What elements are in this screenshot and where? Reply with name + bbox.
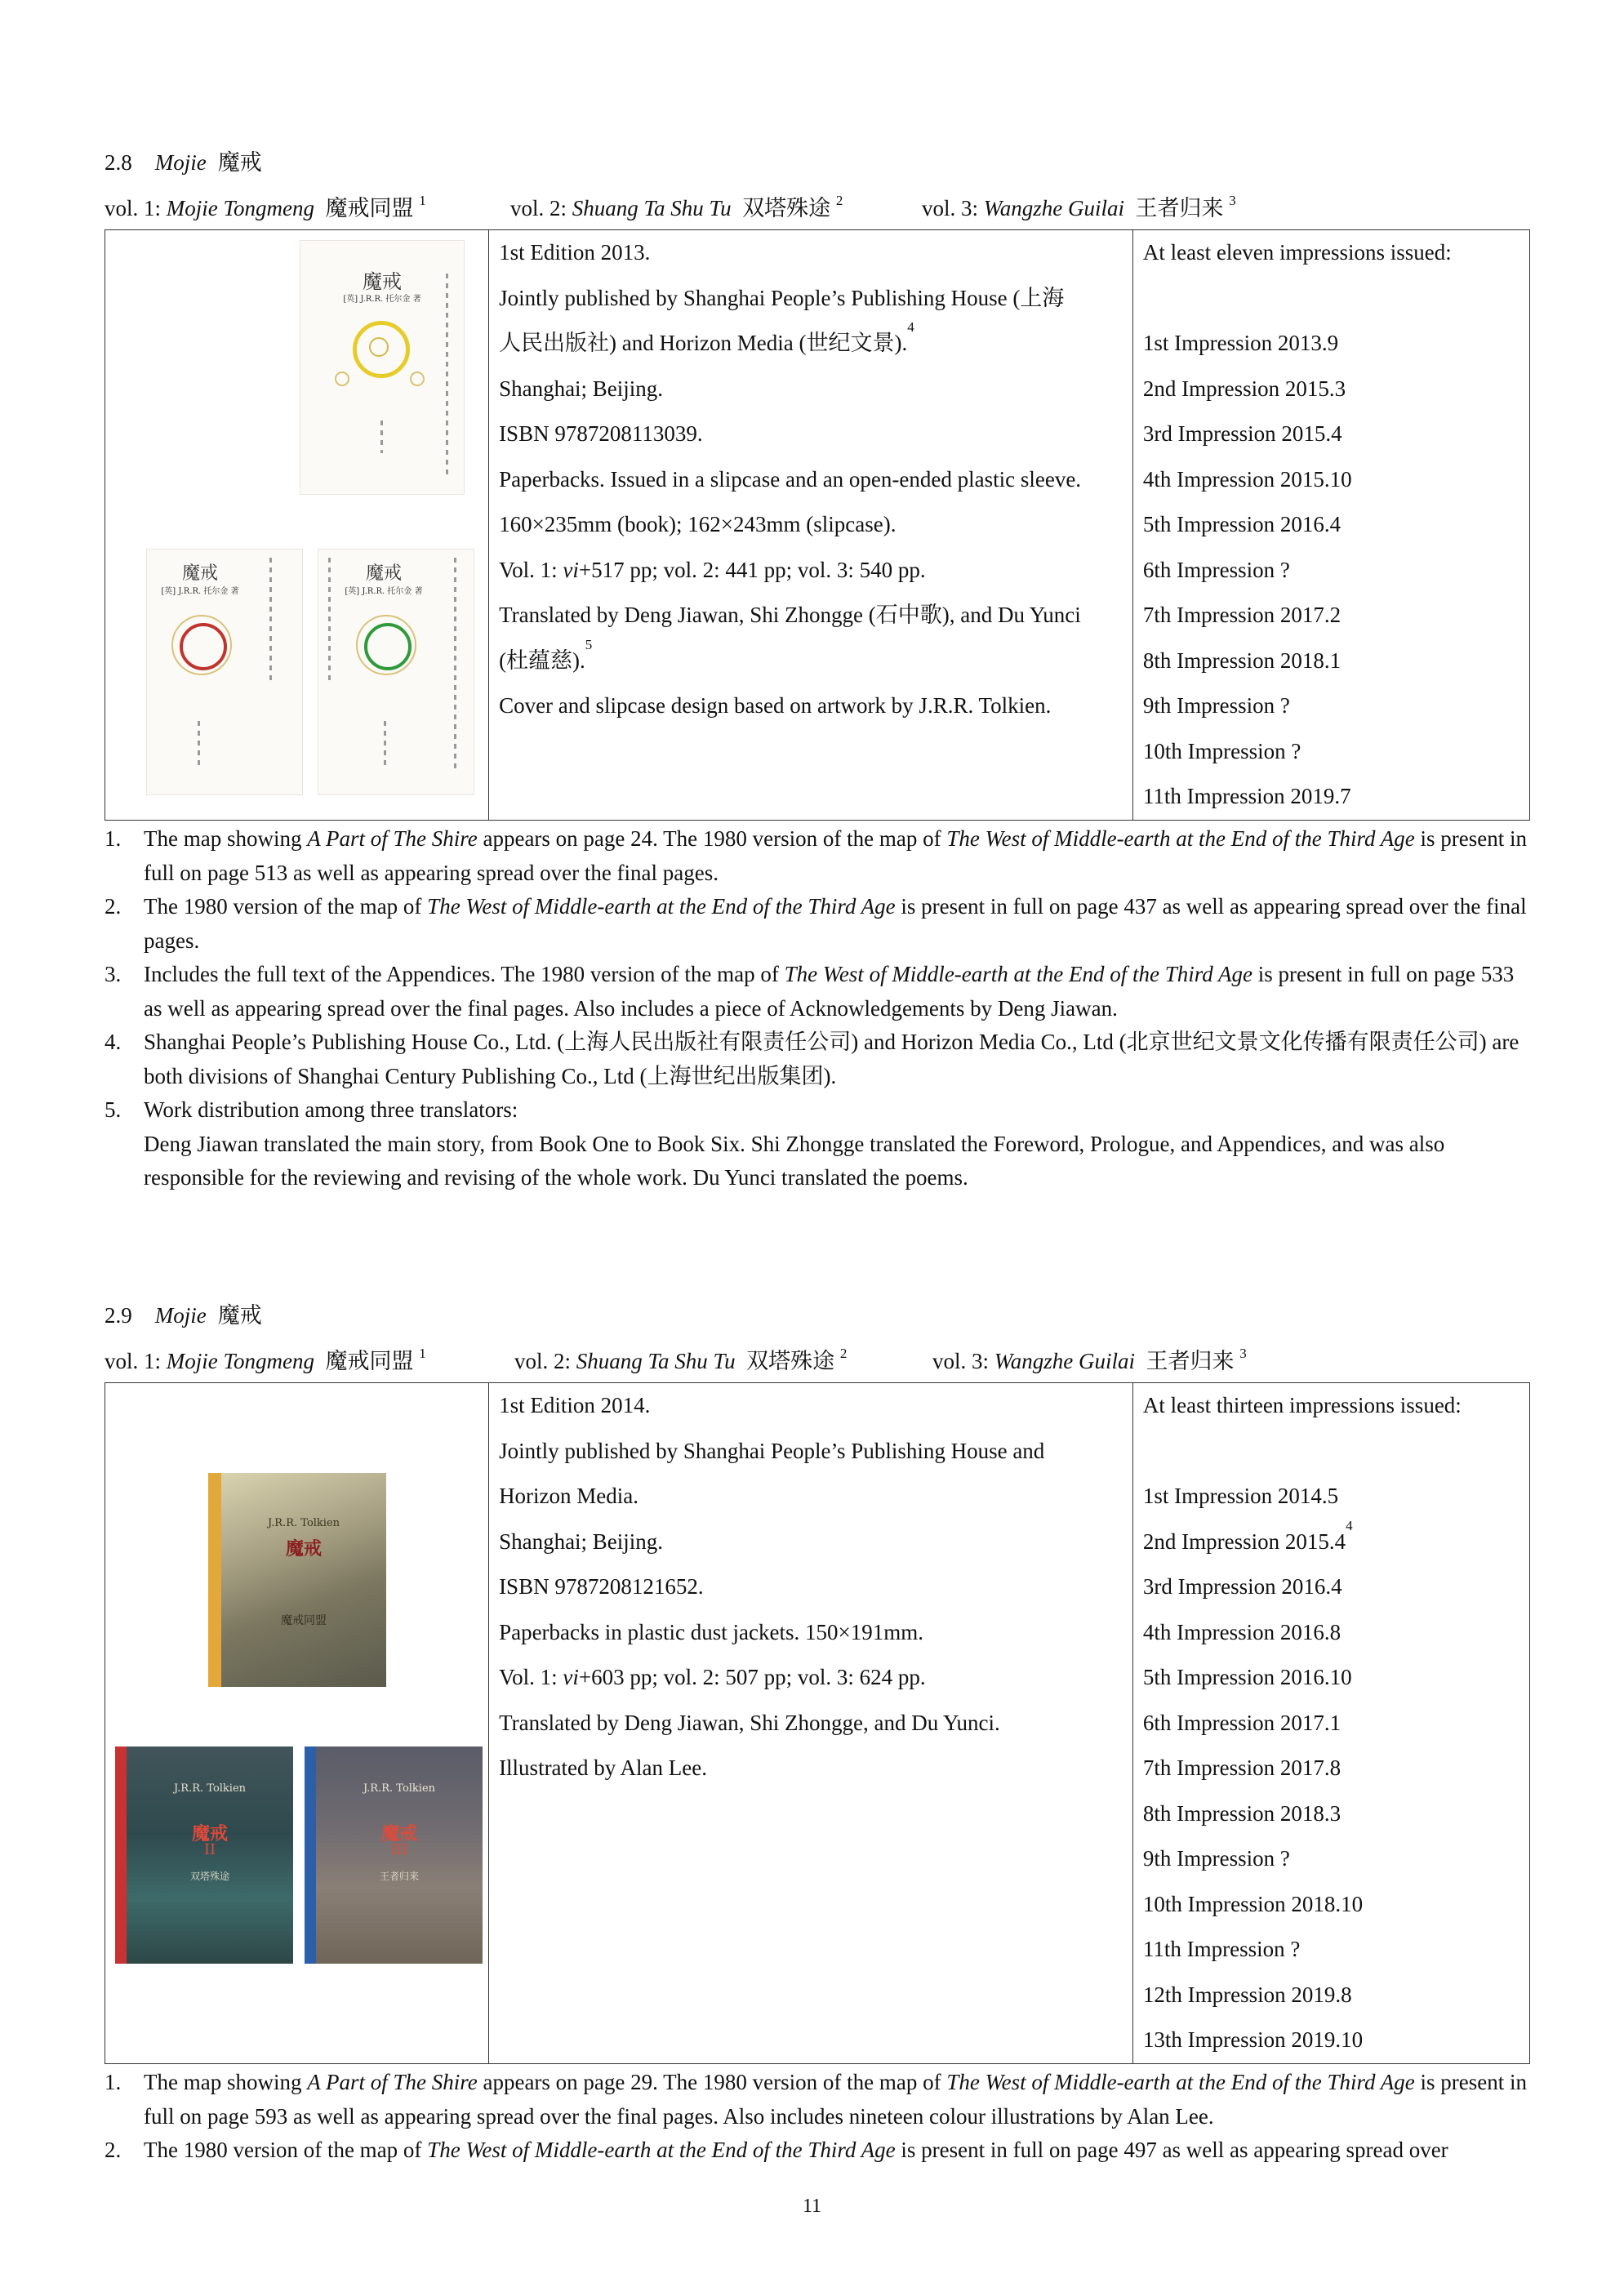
cover-author: J.R.R. Tolkien <box>173 1782 247 1795</box>
info-line: 160×235mm (book); 162×243mm (slipcase). <box>499 512 897 536</box>
book-cover-vol3 <box>305 1746 483 1964</box>
footnote: 1. The map showing A Part of The Shire appears on page 24. The 1980 version of the map of The West of Middle-earth at the End of the Third Age is present in full on page 513 as well as appearing spread over the final pages. <box>105 826 1528 885</box>
impression-item: 8th Impression 2018.1 <box>1142 647 1341 673</box>
impression-item: 4th Impression 2016.8 <box>1142 1619 1341 1644</box>
volume-list <box>105 194 1236 222</box>
section-heading <box>105 149 262 176</box>
cover-spine-text <box>384 721 386 770</box>
cover-author: [英] J.R.R. 托尔金 著 <box>161 587 239 596</box>
footnote: 3. Includes the full text of the Appendices. The 1980 version of the map of The West of Middle-earth at the End of the Third Age is present in full on page 533 as well as appearing spread over the final pages. Also includes a piece of Acknowledgements by Deng Jiawan. <box>105 962 1515 1021</box>
impressions-cell <box>1132 230 1529 821</box>
info-line: Jointly published by Shanghai People’s Publishing House (上海 <box>499 285 1065 310</box>
info-line: Shanghai; Beijing. <box>499 376 664 401</box>
info-line: Translated by Deng Jiawan, Shi Zhongge (石中歌), and Du Yunci <box>499 603 1081 627</box>
ring-emblem-gold <box>171 615 232 675</box>
impression-item: 9th Impression ? <box>1142 693 1290 718</box>
volume-3: vol. 3: Wangzhe Guilai 王者归来 $^3$ <box>932 1346 1247 1373</box>
footnote: 4. Shanghai People’s Publishing House Co., Ltd. (上海人民出版社有限责任公司) and Horizon Media Co., Ltd (北京世纪文景文化传播有限责任公司) are both divisions of Shanghai Century Publishing Co., Ltd (上海世纪出版集团). <box>105 1030 1519 1088</box>
info-line: Shanghai; Beijing. <box>499 1528 664 1554</box>
cover-numeral: II <box>203 1841 216 1858</box>
section-title-latin: Mojie <box>154 150 207 175</box>
cover-title: 魔戒 <box>181 563 218 584</box>
book-cover-vol1 <box>208 1473 386 1687</box>
cover-spine-text <box>380 420 383 453</box>
section-title-zh: 魔戒 <box>217 1303 262 1328</box>
page-number: 11 <box>802 2196 822 2217</box>
info-line: Vol. 1: vi+517 pp; vol. 2: 441 pp; vol. 3: 540 pp. <box>499 557 926 582</box>
volume-3: vol. 3: Wangzhe Guilai 王者归来 $^3$ <box>922 193 1236 220</box>
impression-item: 7th Impression 2017.2 <box>1142 603 1341 627</box>
impression-item: 1st Impression 2013.9 <box>1142 331 1339 355</box>
impression-item: 5th Impression 2016.10 <box>1142 1665 1352 1689</box>
info-line: Translated by Deng Jiawan, Shi Zhongge, and Du Yunci. <box>499 1710 1000 1735</box>
info-line: Paperbacks. Issued in a slipcase and an open-ended plastic sleeve. <box>499 466 1082 492</box>
edition-table <box>105 229 1530 821</box>
section-title-zh: 魔戒 <box>217 150 262 175</box>
ring-emblem-dot-left <box>335 372 349 386</box>
cover-side-text <box>269 558 272 680</box>
footnote-ref: 4 <box>1346 1519 1353 1533</box>
ring-emblem-dot-right <box>410 372 425 386</box>
impression-item: 3rd Impression 2015.4 <box>1142 421 1342 446</box>
cover-side-text <box>328 558 331 680</box>
info-line: Jointly published by Shanghai People’s Publishing House and <box>499 1438 1045 1463</box>
publication-info-cell <box>489 230 1133 821</box>
info-line: 1st Edition 2014. <box>499 1393 651 1417</box>
cover-author: J.R.R. Tolkien <box>363 1782 436 1795</box>
edition-table <box>105 1382 1530 2064</box>
info-line: Vol. 1: vi+603 pp; vol. 2: 507 pp; vol. 3: 624 pp. <box>499 1665 926 1689</box>
impression-item: 11th Impression 2019.7 <box>1142 784 1351 808</box>
impressions-header: At least eleven impressions issued: <box>1142 240 1452 265</box>
info-line: ISBN 9787208121652. <box>499 1574 704 1599</box>
cover-subtitle: 魔戒同盟 <box>281 1614 327 1627</box>
cover-author: J.R.R. Tolkien <box>267 1517 340 1529</box>
info-line: Paperbacks in plastic dust jackets. 150×191mm. <box>499 1619 923 1644</box>
impression-item: 8th Impression 2018.3 <box>1142 1800 1341 1826</box>
footnote: 2. The 1980 version of the map of The West of Middle-earth at the End of the Third Age is present in full on page 437 as well as appearing spread over the final pages. <box>105 894 1527 953</box>
info-line: (杜蕴慈).$^5$ <box>499 638 593 673</box>
footnotes <box>105 2066 1530 2168</box>
publication-info-cell <box>489 1383 1133 2064</box>
volume-1: vol. 1: Mojie Tongmeng 魔戒同盟 $^1$ <box>105 193 426 220</box>
volume-2: vol. 2: Shuang Ta Shu Tu 双塔殊途 $^2$ <box>510 193 843 220</box>
footnote: 1. The map showing A Part of The Shire appears on page 29. The 1980 version of the map of The West of Middle-earth at the End of the Third Age is present in full on page 593 as well as appearing spread over the final pages. Also includes nineteen colour illustrations by Alan Lee. <box>105 2070 1528 2129</box>
cover-title: 魔戒 <box>363 270 402 293</box>
cover-author: [英] J.R.R. 托尔金 著 <box>345 587 423 596</box>
volume-list <box>105 1347 1247 1375</box>
impression-item: 10th Impression ? <box>1142 738 1301 763</box>
ring-emblem-inner <box>369 337 389 357</box>
volume-1: vol. 1: Mojie Tongmeng 魔戒同盟 $^1$ <box>105 1346 426 1373</box>
info-line: Cover and slipcase design based on artwork by J.R.R. Tolkien. <box>499 693 1052 718</box>
cover-image-cell <box>105 230 489 821</box>
section-title <box>105 1302 262 1329</box>
impression-item: 7th Impression 2017.8 <box>1142 1755 1341 1780</box>
info-line: Horizon Media. <box>499 1484 639 1508</box>
impression-item: 6th Impression ? <box>1142 557 1290 582</box>
impression-item: 3rd Impression 2016.4 <box>1142 1574 1342 1599</box>
cover-title: 魔戒 <box>365 563 402 584</box>
section-heading <box>105 1302 262 1329</box>
footnotes <box>105 822 1530 1195</box>
section-number: 2.8 <box>105 150 132 175</box>
impression-item: 4th Impression 2015.10 <box>1142 466 1352 492</box>
book-cover-vol2 <box>115 1746 293 1964</box>
ring-emblem-gold <box>356 615 416 675</box>
cover-numeral: III <box>390 1841 408 1858</box>
info-line: ISBN 9787208113039. <box>499 421 703 446</box>
impression-item: 2nd Impression 2015.4$^4$ <box>1142 1519 1353 1554</box>
impression-item: 1st Impression 2014.5 <box>1142 1484 1339 1508</box>
impression-item: 12th Impression 2019.8 <box>1142 1982 1352 2007</box>
section-title <box>105 149 262 176</box>
cover-subtitle: 王者归来 <box>379 1871 419 1882</box>
section-number: 2.9 <box>105 1303 132 1328</box>
section-title-latin: Mojie <box>154 1303 207 1328</box>
book-cover-vol1 <box>300 240 465 495</box>
impression-item: 5th Impression 2016.4 <box>1142 512 1341 536</box>
cover-spine-text <box>198 721 200 770</box>
info-line: 人民出版社) and Horizon Media (世纪文景).$^4$ <box>499 321 914 355</box>
cover-side-text-2 <box>454 558 456 770</box>
footnote-ref: 5 <box>585 638 593 652</box>
volume-2: vol. 2: Shuang Ta Shu Tu 双塔殊途 $^2$ <box>514 1346 848 1373</box>
impression-item: 10th Impression 2018.10 <box>1142 1891 1364 1916</box>
impression-item: 9th Impression ? <box>1142 1846 1290 1871</box>
footnote: 5. Work distribution among three translators: Deng Jiawan translated the main story, from Book One to Book Six. Shi Zhongge translated the Foreword, Prologue, and Appendices, and was also responsible for the reviewing and revising of the whole work. Du Yunci translated the poems. <box>105 1097 1445 1190</box>
book-cover-vol3 <box>318 549 474 795</box>
info-line: 1st Edition 2013. <box>499 240 651 265</box>
cover-image-cell <box>105 1383 489 2064</box>
impressions-header: At least thirteen impressions issued: <box>1142 1393 1462 1417</box>
cover-title: 魔戒 <box>191 1823 228 1844</box>
footnote: 2. The 1980 version of the map of The West of Middle-earth at the End of the Third Age is present in full on page 497 as well as appearing spread over <box>105 2138 1448 2162</box>
cover-title: 魔戒 <box>285 1538 322 1560</box>
cover-author: [英] J.R.R. 托尔金 著 <box>343 295 421 304</box>
cover-title: 魔戒 <box>380 1823 417 1844</box>
cover-side-text <box>446 274 448 478</box>
book-cover-vol2 <box>146 549 303 795</box>
impressions-cell <box>1132 1383 1529 2064</box>
footnote-ref: 4 <box>907 321 914 335</box>
impression-item: 13th Impression 2019.10 <box>1142 2027 1364 2052</box>
impression-item: 11th Impression ? <box>1142 1937 1301 1961</box>
impression-item: 6th Impression 2017.1 <box>1142 1710 1341 1735</box>
cover-subtitle: 双塔殊途 <box>189 1871 229 1882</box>
impression-item: 2nd Impression 2015.3 <box>1142 376 1346 401</box>
info-line: Illustrated by Alan Lee. <box>499 1755 707 1780</box>
